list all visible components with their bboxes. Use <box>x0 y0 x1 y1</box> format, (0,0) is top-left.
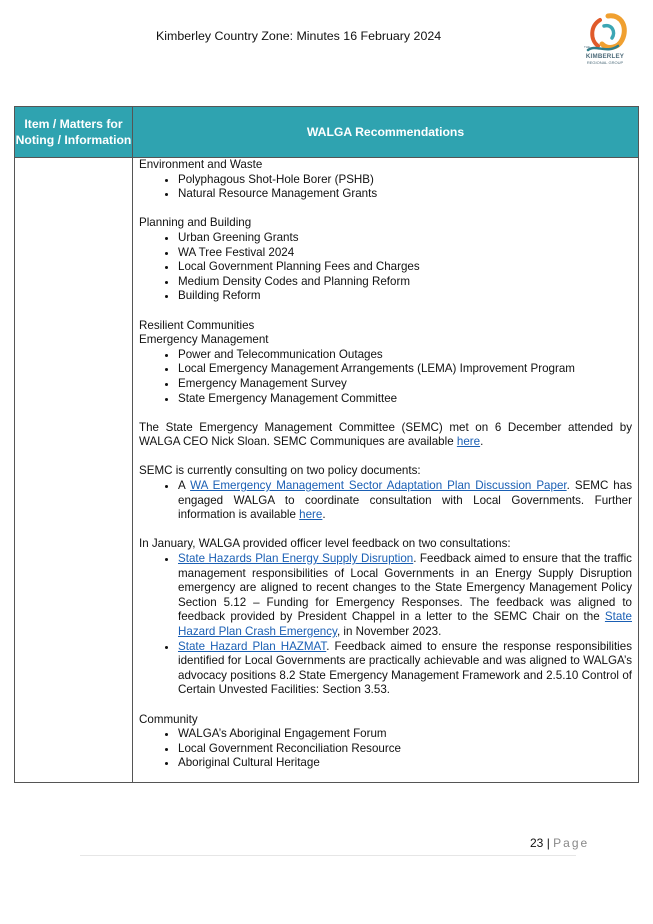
page-label: Page <box>553 836 590 850</box>
january-intro: In January, WALGA provided officer level feedback on two consultations: <box>139 537 511 551</box>
column-header-walga: WALGA Recommendations <box>133 107 639 158</box>
list-item: • Power and Telecommunication Outages <box>178 348 632 363</box>
page-number: 23 <box>530 836 544 850</box>
hazmat-link[interactable]: State Hazard Plan HAZMAT <box>178 639 327 653</box>
section-heading-resilient: Resilient Communities <box>139 318 255 332</box>
consultation-list <box>139 479 632 523</box>
january-list <box>139 552 632 698</box>
recommendations-cell <box>133 158 639 783</box>
list-item: • WA Tree Festival 2024 <box>178 246 632 261</box>
page-separator: | <box>546 836 550 850</box>
list-item: • State Emergency Management Committee <box>178 392 632 407</box>
semc-paragraph: The State Emergency Management Committee (SEMC) met on 6 December attended by WALGA CEO Nick Sloan. SEMC Communiques are available here. <box>139 420 632 449</box>
energy-supply-link[interactable]: State Hazards Plan Energy Supply Disruption <box>178 552 414 566</box>
page-footer <box>530 836 589 850</box>
semc-communiques-link[interactable]: here <box>456 435 481 449</box>
list-item: • Urban Greening Grants <box>178 231 632 246</box>
section-heading-environment: Environment and Waste <box>139 158 263 171</box>
items-cell <box>15 158 133 783</box>
page-header-title: Kimberley Country Zone: Minutes 16 February 2024 <box>156 29 442 43</box>
logo-small-text: THE <box>584 45 590 49</box>
further-info-link[interactable]: here <box>299 508 323 522</box>
logo-text-regional-group: REGIONAL GROUP <box>586 60 624 65</box>
list-item: • Natural Resource Management Grants <box>178 187 632 202</box>
list-item: • State Hazards Plan Energy Supply Disruption. Feedback aimed to ensure that the traffic management responsibilities of Local Governments in an Energy Supply Disruption emergency are aligned to recent changes to the State Emergency Management Policy Section 5.12 – Funding for Emergency Responses. The feedback was aligned to feedback provided by President Chappel in a letter to the SEMC Chair on the State Hazard Plan Crash Emergency, in November 2023. <box>178 552 632 640</box>
footer-divider <box>80 855 576 856</box>
list-item: • Medium Density Codes and Planning Reform <box>178 275 632 290</box>
list-item: • Emergency Management Survey <box>178 377 632 392</box>
list-item: • Aboriginal Cultural Heritage <box>178 756 632 771</box>
list-item: • State Hazard Plan HAZMAT. Feedback aimed to ensure the response responsibilities identified for Local Governments are practically achievable and was aligned to WALGA’s advocacy positions 8.2 State Emergency Management Framework and 2.5.10 Control of Certain Unvested Facilities: Section 3.53. <box>178 640 632 698</box>
list-item: • WALGA’s Aboriginal Engagement Forum <box>178 727 632 742</box>
logo-text-kimberley: KIMBERLEY <box>585 53 625 60</box>
environment-list <box>139 173 632 202</box>
section-heading-emergency: Emergency Management <box>139 333 269 347</box>
list-item: • Local Emergency Management Arrangements (LEMA) Improvement Program <box>178 362 632 377</box>
recommendations-table <box>14 106 639 783</box>
list-item: • A WA Emergency Management Sector Adaptation Plan Discussion Paper. SEMC has engaged WALGA to coordinate consultation with Local Governments. Further information is available here. <box>178 479 632 523</box>
list-item: • Building Reform <box>178 289 632 304</box>
section-heading-planning: Planning and Building <box>139 216 252 230</box>
list-item: • Local Government Planning Fees and Charges <box>178 260 632 275</box>
emergency-list <box>139 348 632 406</box>
list-item: • Local Government Reconciliation Resource <box>178 742 632 757</box>
crash-emergency-link[interactable]: State Hazard Plan Crash Emergency <box>178 610 632 638</box>
column-header-items: Item / Matters for Noting / Information <box>15 107 133 158</box>
section-heading-community: Community <box>139 712 198 726</box>
consultation-intro: SEMC is currently consulting on two policy documents: <box>139 464 421 478</box>
list-item: • Polyphagous Shot-Hole Borer (PSHB) <box>178 173 632 188</box>
planning-list <box>139 231 632 304</box>
adaptation-plan-link[interactable]: WA Emergency Management Sector Adaptation Plan Discussion Paper <box>190 479 567 493</box>
community-list <box>139 727 632 771</box>
